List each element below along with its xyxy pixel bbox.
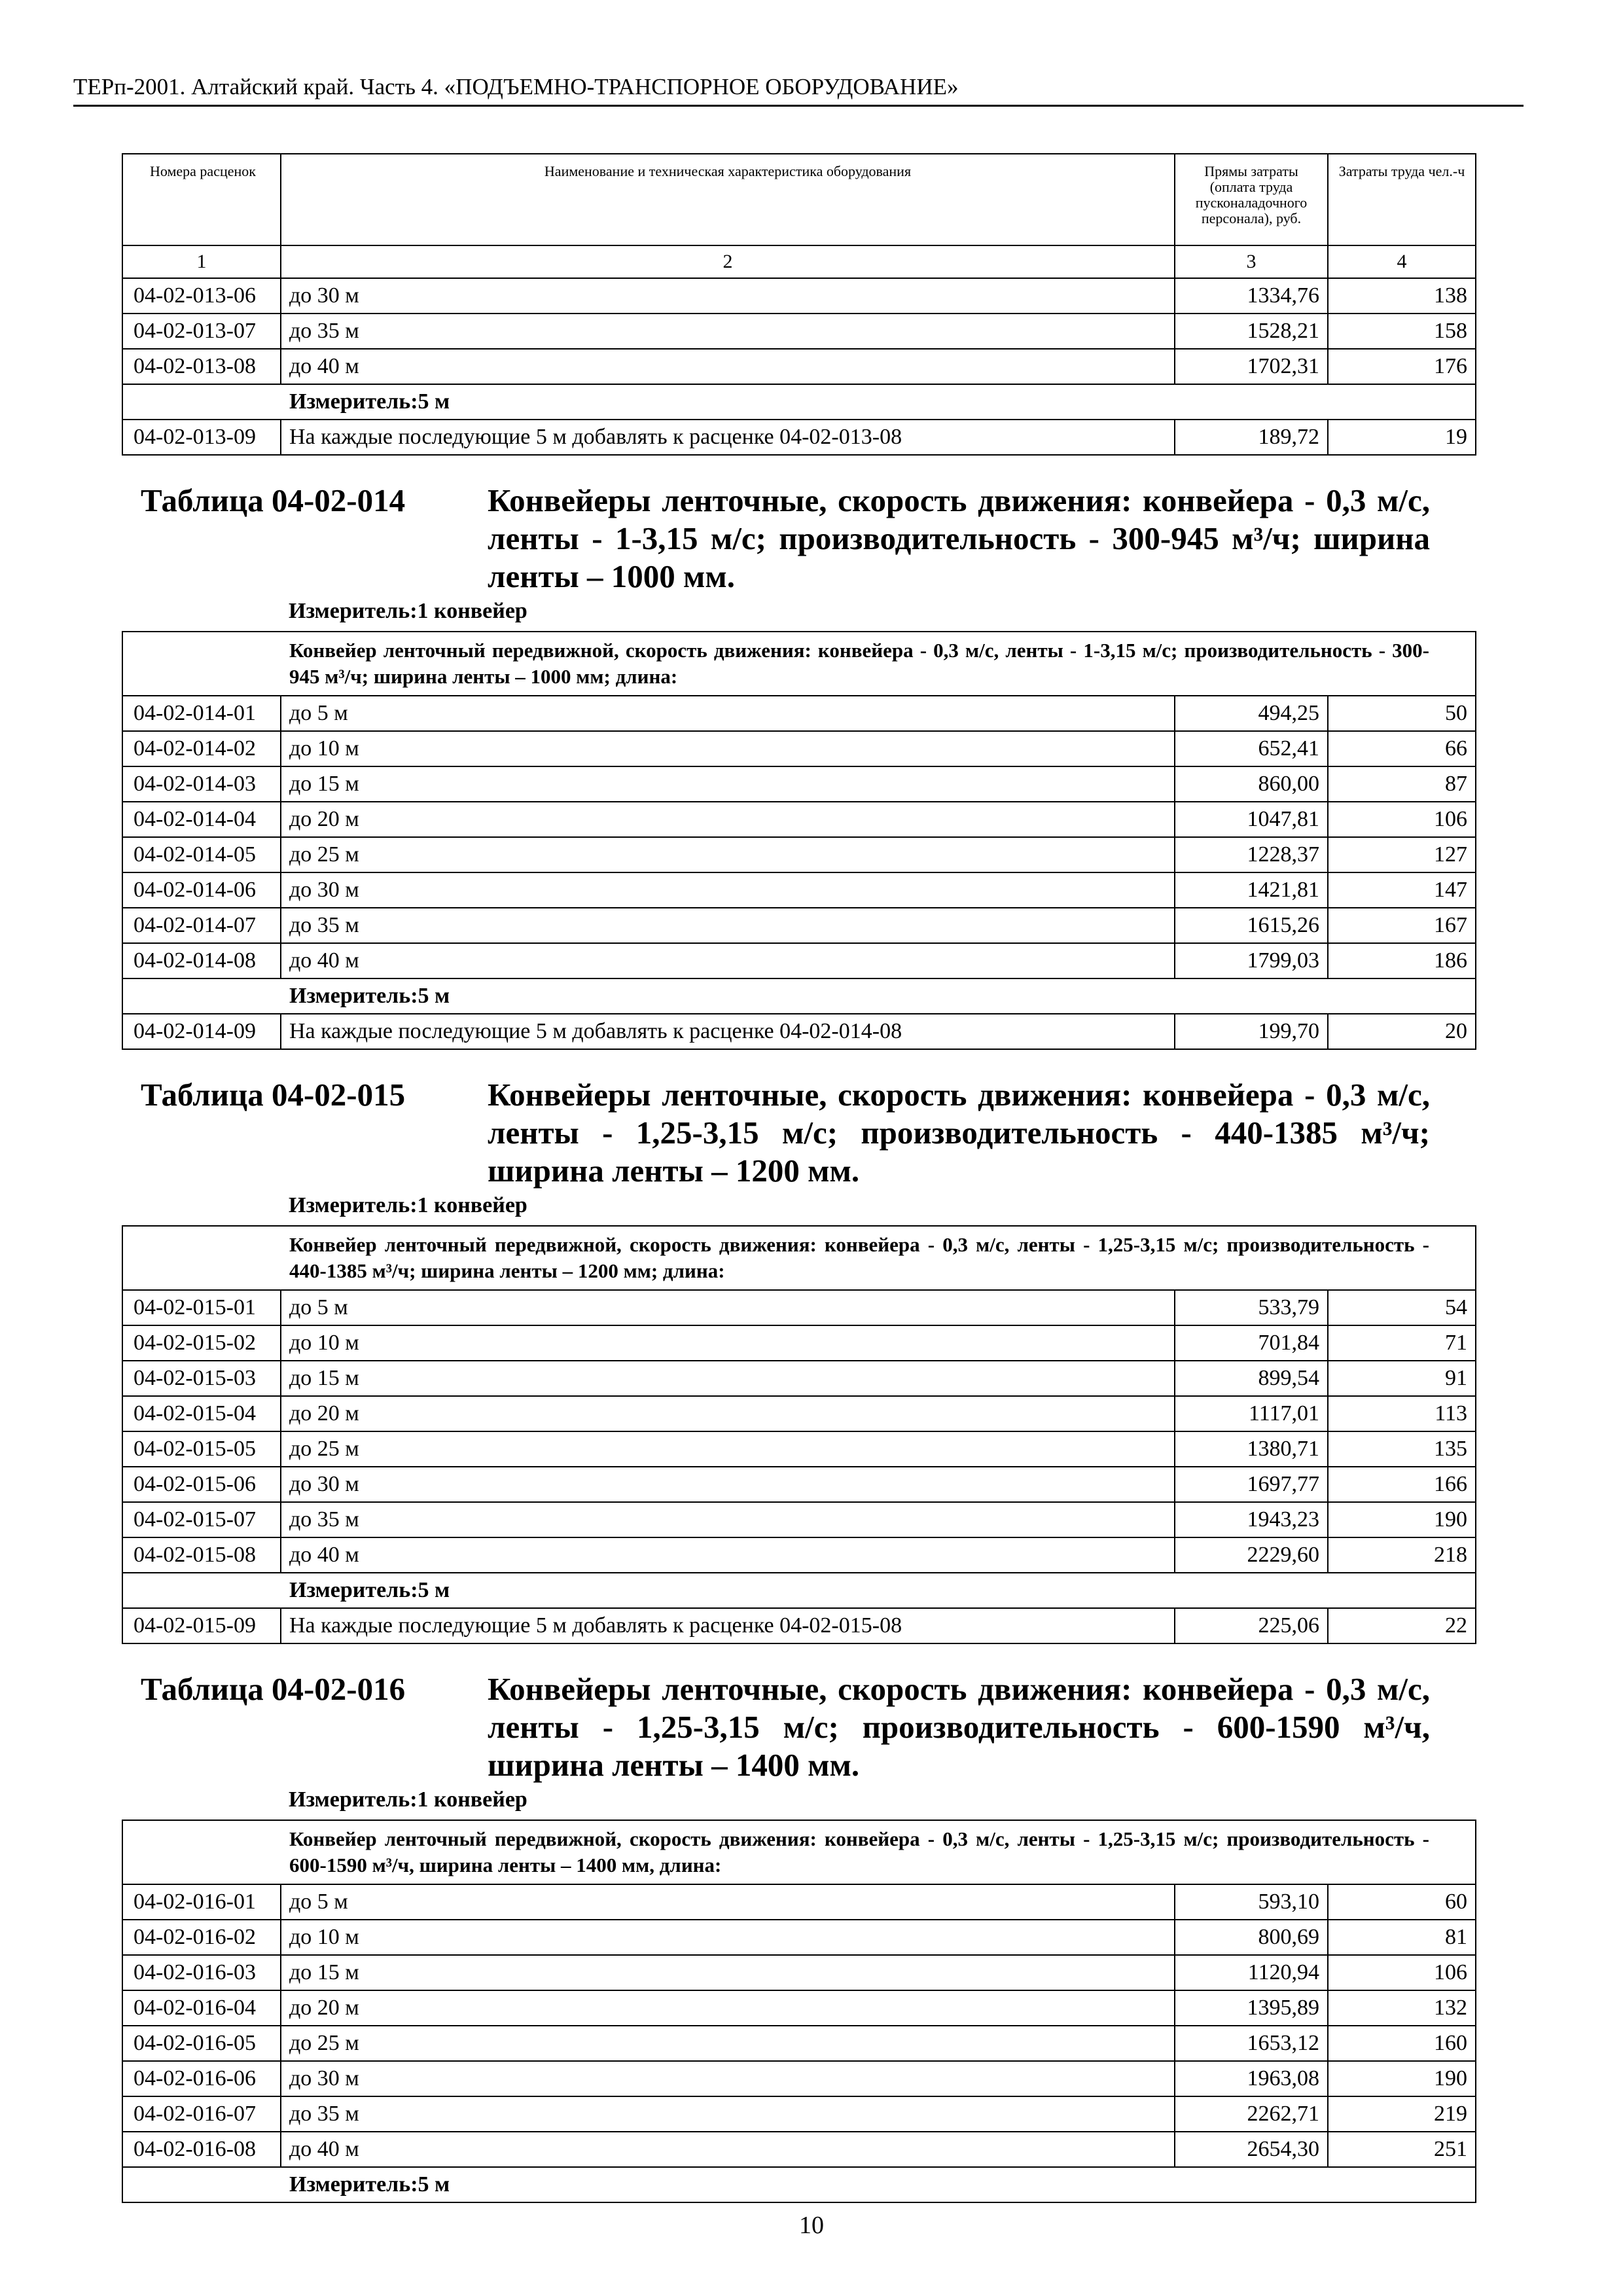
equipment-name: до 10 м [281, 1325, 1175, 1361]
equipment-name: до 20 м [281, 1990, 1175, 2026]
table-row [122, 349, 1476, 384]
table-row [122, 1014, 1476, 1049]
labor-cost: 158 [1328, 314, 1476, 349]
column-header-name: Наименование и техническая характеристика оборудования [281, 154, 1175, 245]
description-row [122, 632, 1476, 696]
table-heading: Конвейеры ленточные, скорость движения: конвейера - 0,3 м/с, ленты - 1,25-3,15 м/с; производительность - 600-1590 м³/ч, ширина ленты – 1400 мм. [488, 1671, 1430, 1783]
rate-code: 04-02-014-09 [122, 1014, 281, 1049]
table-title [122, 1076, 1476, 1190]
labor-cost: 186 [1328, 943, 1476, 978]
equipment-name: до 15 м [281, 766, 1175, 802]
equipment-name: до 10 м [281, 731, 1175, 766]
direct-cost: 2262,71 [1175, 2096, 1328, 2132]
labor-cost: 19 [1328, 420, 1476, 455]
direct-cost: 189,72 [1175, 420, 1328, 455]
table-title-row [122, 1643, 1476, 1820]
labor-cost: 50 [1328, 696, 1476, 731]
rate-code: 04-02-014-01 [122, 696, 281, 731]
labor-cost: 106 [1328, 1955, 1476, 1990]
table-title-row [122, 1049, 1476, 1226]
column-number: 4 [1328, 245, 1476, 278]
measure-unit: Измеритель:5 м [122, 2167, 1476, 2202]
rate-code: 04-02-015-01 [122, 1290, 281, 1325]
table-title-cell [122, 455, 1476, 632]
rate-code: 04-02-014-03 [122, 766, 281, 802]
labor-cost: 91 [1328, 1361, 1476, 1396]
equipment-name: до 30 м [281, 278, 1175, 314]
rate-code: 04-02-015-06 [122, 1467, 281, 1502]
rate-code: 04-02-015-05 [122, 1431, 281, 1467]
labor-cost: 54 [1328, 1290, 1476, 1325]
rate-code: 04-02-015-04 [122, 1396, 281, 1431]
equipment-description: Конвейер ленточный передвижной, скорость движения: конвейера - 0,3 м/с, ленты - 1-3,15 м/с; производительность - 300-945 м³/ч; ширина ленты – 1000 мм; длина: [122, 632, 1476, 696]
equipment-name: до 5 м [281, 1884, 1175, 1920]
direct-cost: 225,06 [1175, 1608, 1328, 1643]
equipment-name: до 25 м [281, 2026, 1175, 2061]
labor-cost: 138 [1328, 278, 1476, 314]
rate-code: 04-02-015-09 [122, 1608, 281, 1643]
measure-unit: Измеритель:5 м [122, 1573, 1476, 1608]
labor-cost: 176 [1328, 349, 1476, 384]
labor-cost: 190 [1328, 2061, 1476, 2096]
page-number: 10 [799, 2212, 824, 2239]
labor-cost: 22 [1328, 1608, 1476, 1643]
table-row [122, 766, 1476, 802]
rate-code: 04-02-014-04 [122, 802, 281, 837]
equipment-name: до 40 м [281, 2132, 1175, 2167]
measure-row [122, 978, 1476, 1014]
table-row [122, 278, 1476, 314]
direct-cost: 1228,37 [1175, 837, 1328, 872]
rate-code: 04-02-016-01 [122, 1884, 281, 1920]
equipment-name: до 30 м [281, 2061, 1175, 2096]
column-number: 3 [1175, 245, 1328, 278]
labor-cost: 135 [1328, 1431, 1476, 1467]
equipment-name: до 35 м [281, 314, 1175, 349]
table-row [122, 1608, 1476, 1643]
price-table [122, 153, 1476, 2203]
table-row [122, 802, 1476, 837]
labor-cost: 147 [1328, 872, 1476, 908]
labor-cost: 113 [1328, 1396, 1476, 1431]
table-row [122, 1990, 1476, 2026]
equipment-name: до 25 м [281, 1431, 1175, 1467]
table-row [122, 2061, 1476, 2096]
table-row [122, 1920, 1476, 1955]
rate-code: 04-02-016-03 [122, 1955, 281, 1990]
direct-cost: 1334,76 [1175, 278, 1328, 314]
rate-code: 04-02-016-04 [122, 1990, 281, 2026]
labor-cost: 127 [1328, 837, 1476, 872]
direct-cost: 1047,81 [1175, 802, 1328, 837]
table-code: Таблица 04-02-014 [141, 482, 406, 518]
table-row [122, 1290, 1476, 1325]
labor-cost: 251 [1328, 2132, 1476, 2167]
equipment-name: до 40 м [281, 943, 1175, 978]
table-row [122, 1361, 1476, 1396]
labor-cost: 66 [1328, 731, 1476, 766]
labor-cost: 87 [1328, 766, 1476, 802]
direct-cost: 1697,77 [1175, 1467, 1328, 1502]
direct-cost: 652,41 [1175, 731, 1328, 766]
table-row [122, 1396, 1476, 1431]
table-row [122, 1537, 1476, 1573]
table-code: Таблица 04-02-015 [141, 1077, 406, 1113]
rate-code: 04-02-016-07 [122, 2096, 281, 2132]
table-row [122, 314, 1476, 349]
rate-code: 04-02-014-06 [122, 872, 281, 908]
direct-cost: 1120,94 [1175, 1955, 1328, 1990]
table-title-row [122, 455, 1476, 632]
equipment-name: до 25 м [281, 837, 1175, 872]
table-row [122, 1502, 1476, 1537]
table-row [122, 2026, 1476, 2061]
equipment-name: до 40 м [281, 1537, 1175, 1573]
rate-code: 04-02-014-02 [122, 731, 281, 766]
table-code: Таблица 04-02-016 [141, 1671, 406, 1707]
column-number: 1 [122, 245, 281, 278]
rate-code: 04-02-015-07 [122, 1502, 281, 1537]
equipment-name: до 20 м [281, 802, 1175, 837]
table-title [122, 1670, 1476, 1784]
table-heading: Конвейеры ленточные, скорость движения: конвейера - 0,3 м/с, ленты - 1-3,15 м/с; производительность - 300-945 м³/ч; ширина ленты – 1000 мм. [488, 482, 1430, 594]
direct-cost: 2654,30 [1175, 2132, 1328, 2167]
measure-unit: Измеритель:1 конвейер [289, 1787, 527, 1812]
table-row [122, 1955, 1476, 1990]
rate-code: 04-02-014-08 [122, 943, 281, 978]
direct-cost: 899,54 [1175, 1361, 1328, 1396]
measure-unit: Измеритель:1 конвейер [289, 599, 527, 623]
rate-code: 04-02-015-08 [122, 1537, 281, 1573]
direct-cost: 2229,60 [1175, 1537, 1328, 1573]
labor-cost: 20 [1328, 1014, 1476, 1049]
description-row [122, 1820, 1476, 1884]
labor-cost: 81 [1328, 1920, 1476, 1955]
direct-cost: 1395,89 [1175, 1990, 1328, 2026]
rate-code: 04-02-015-02 [122, 1325, 281, 1361]
rate-code: 04-02-015-03 [122, 1361, 281, 1396]
labor-cost: 190 [1328, 1502, 1476, 1537]
table-row [122, 2096, 1476, 2132]
table-row [122, 1467, 1476, 1502]
table-row [122, 837, 1476, 872]
labor-cost: 167 [1328, 908, 1476, 943]
direct-cost: 1528,21 [1175, 314, 1328, 349]
table-row [122, 872, 1476, 908]
direct-cost: 494,25 [1175, 696, 1328, 731]
table-row [122, 908, 1476, 943]
table-row [122, 943, 1476, 978]
direct-cost: 1653,12 [1175, 2026, 1328, 2061]
equipment-name: до 35 м [281, 908, 1175, 943]
labor-cost: 71 [1328, 1325, 1476, 1361]
equipment-name: до 20 м [281, 1396, 1175, 1431]
direct-cost: 800,69 [1175, 1920, 1328, 1955]
table-heading: Конвейеры ленточные, скорость движения: конвейера - 0,3 м/с, ленты - 1,25-3,15 м/с; производительность - 440-1385 м³/ч; ширина ленты – 1200 мм. [488, 1077, 1430, 1189]
equipment-description: Конвейер ленточный передвижной, скорость движения: конвейера - 0,3 м/с, ленты - 1,25-3,15 м/с; производительность - 600-1590 м³/ч, ширина ленты – 1400 мм, длина: [122, 1820, 1476, 1884]
table-row [122, 420, 1476, 455]
column-number-row [122, 245, 1476, 278]
rate-code: 04-02-013-07 [122, 314, 281, 349]
equipment-name: до 15 м [281, 1361, 1175, 1396]
column-number: 2 [281, 245, 1175, 278]
column-header-labor: Затраты труда чел.-ч [1328, 154, 1476, 245]
equipment-name: На каждые последующие 5 м добавлять к расценке 04-02-014-08 [281, 1014, 1175, 1049]
rate-code: 04-02-014-05 [122, 837, 281, 872]
equipment-name: до 15 м [281, 1955, 1175, 1990]
price-table-body [122, 154, 1476, 2202]
measure-unit: Измеритель:1 конвейер [289, 1193, 527, 1217]
direct-cost: 199,70 [1175, 1014, 1328, 1049]
measure-unit: Измеритель:5 м [122, 978, 1476, 1014]
labor-cost: 132 [1328, 1990, 1476, 2026]
measure-row [122, 384, 1476, 420]
table-title-cell [122, 1049, 1476, 1226]
table-header-row [122, 154, 1476, 245]
equipment-name: до 35 м [281, 1502, 1175, 1537]
rate-code: 04-02-016-05 [122, 2026, 281, 2061]
labor-cost: 160 [1328, 2026, 1476, 2061]
rate-code: 04-02-016-08 [122, 2132, 281, 2167]
rate-code: 04-02-016-06 [122, 2061, 281, 2096]
direct-cost: 860,00 [1175, 766, 1328, 802]
table-row [122, 1884, 1476, 1920]
measure-row [122, 1573, 1476, 1608]
table-row [122, 2132, 1476, 2167]
direct-cost: 1799,03 [1175, 943, 1328, 978]
rate-code: 04-02-014-07 [122, 908, 281, 943]
equipment-name: до 30 м [281, 1467, 1175, 1502]
direct-cost: 533,79 [1175, 1290, 1328, 1325]
direct-cost: 1380,71 [1175, 1431, 1328, 1467]
table-row [122, 731, 1476, 766]
equipment-name: до 5 м [281, 1290, 1175, 1325]
measure-row [122, 2167, 1476, 2202]
equipment-name: до 10 м [281, 1920, 1175, 1955]
equipment-name: до 40 м [281, 349, 1175, 384]
labor-cost: 218 [1328, 1537, 1476, 1573]
direct-cost: 1702,31 [1175, 349, 1328, 384]
equipment-description: Конвейер ленточный передвижной, скорость движения: конвейера - 0,3 м/с, ленты - 1,25-3,15 м/с; производительность - 440-1385 м³/ч; ширина ленты – 1200 мм; длина: [122, 1226, 1476, 1290]
table-row [122, 696, 1476, 731]
rate-code: 04-02-016-02 [122, 1920, 281, 1955]
table-row [122, 1431, 1476, 1467]
labor-cost: 166 [1328, 1467, 1476, 1502]
equipment-name: На каждые последующие 5 м добавлять к расценке 04-02-015-08 [281, 1608, 1175, 1643]
direct-cost: 1615,26 [1175, 908, 1328, 943]
direct-cost: 1117,01 [1175, 1396, 1328, 1431]
equipment-name: На каждые последующие 5 м добавлять к расценке 04-02-013-08 [281, 420, 1175, 455]
labor-cost: 106 [1328, 802, 1476, 837]
direct-cost: 1421,81 [1175, 872, 1328, 908]
description-row [122, 1226, 1476, 1290]
rate-code: 04-02-013-08 [122, 349, 281, 384]
rate-code: 04-02-013-06 [122, 278, 281, 314]
direct-cost: 701,84 [1175, 1325, 1328, 1361]
equipment-name: до 35 м [281, 2096, 1175, 2132]
column-header-cost: Прямы затраты (оплата труда пусконаладочного персонала), руб. [1175, 154, 1328, 245]
table-title [122, 482, 1476, 596]
equipment-name: до 5 м [281, 696, 1175, 731]
page-header: ТЕРп-2001. Алтайский край. Часть 4. «ПОДЪЕМНО-ТРАНСПОРНОЕ ОБОРУДОВАНИЕ» [73, 71, 1524, 107]
direct-cost: 593,10 [1175, 1884, 1328, 1920]
direct-cost: 1943,23 [1175, 1502, 1328, 1537]
equipment-name: до 30 м [281, 872, 1175, 908]
measure-unit: Измеритель:5 м [122, 384, 1476, 420]
rate-code: 04-02-013-09 [122, 420, 281, 455]
labor-cost: 219 [1328, 2096, 1476, 2132]
table-title-cell [122, 1643, 1476, 1820]
labor-cost: 60 [1328, 1884, 1476, 1920]
table-row [122, 1325, 1476, 1361]
direct-cost: 1963,08 [1175, 2061, 1328, 2096]
column-header-codes: Номера расценок [122, 154, 281, 245]
